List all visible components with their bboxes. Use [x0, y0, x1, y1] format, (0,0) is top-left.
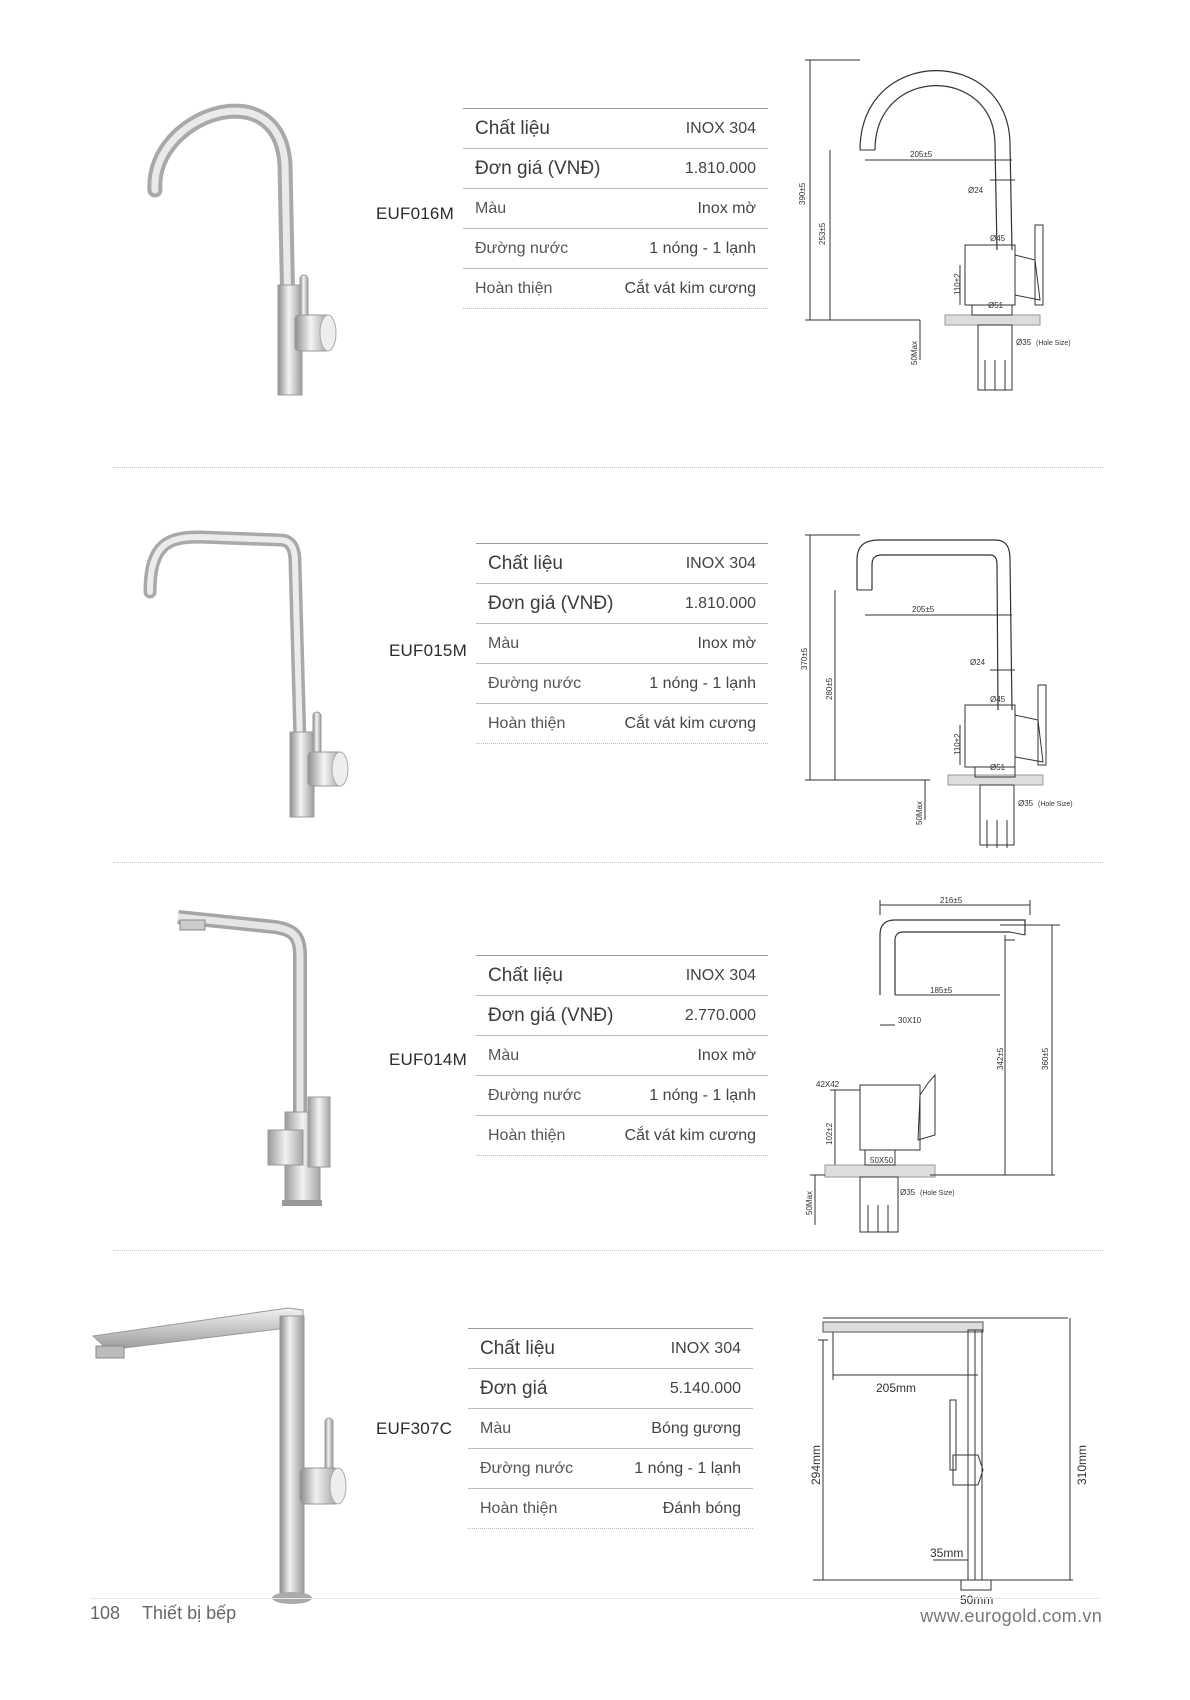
spec-value: INOX 304: [685, 554, 756, 572]
footer-website[interactable]: www.eurogold.com.vn: [920, 1606, 1102, 1626]
dim-label: 390±5: [798, 182, 807, 205]
dim-label: 50Max: [805, 1190, 814, 1215]
spec-value: Bóng gương: [651, 1419, 741, 1437]
dim-label: 110±2: [953, 733, 962, 755]
spec-label: Chất liệu: [488, 964, 563, 986]
spec-row-finish: [476, 1116, 768, 1156]
faucet-photo-euf014m: [170, 912, 390, 1212]
dim-label: Ø35: [1018, 799, 1034, 808]
product-code: EUF016M: [376, 204, 454, 223]
spec-row-color: [476, 624, 768, 664]
spec-row-color: [463, 189, 768, 229]
spec-value: 2.770.000: [684, 1006, 756, 1024]
dim-label: 30X10: [898, 1016, 922, 1025]
dim-label: 216±5: [940, 896, 963, 905]
dim-label: 370±5: [800, 647, 809, 670]
dim-label: 50mm: [960, 1593, 994, 1607]
dim-label: 50Max: [915, 800, 924, 825]
spec-label: Màu: [488, 1046, 520, 1064]
dim-label: (Hole Size): [1036, 340, 1071, 347]
spec-label: Màu: [480, 1419, 512, 1437]
dim-label: Ø45: [990, 695, 1006, 704]
dim-label: 310mm: [1075, 1444, 1089, 1485]
spec-value: INOX 304: [685, 966, 756, 984]
spec-row-material: [476, 956, 768, 996]
dim-label: 280±5: [825, 677, 834, 700]
dim-label: (Hole Size): [1038, 801, 1073, 808]
page-number: 108: [90, 1603, 121, 1623]
spec-label: Chất liệu: [475, 117, 550, 139]
spec-label: Đường nước: [488, 674, 582, 692]
spec-row-finish: [476, 704, 768, 744]
spec-table: [476, 543, 768, 744]
spec-label: Đơn giá (VNĐ): [488, 1004, 614, 1026]
dim-label: 294mm: [809, 1444, 823, 1485]
spec-label: Đường nước: [475, 239, 569, 257]
dim-label: 110±2: [953, 273, 962, 295]
spec-row-material: [468, 1329, 753, 1369]
footer-rule: [90, 1598, 1100, 1599]
dim-label: Ø45: [990, 234, 1006, 243]
spec-label: Đơn giá (VNĐ): [488, 592, 614, 614]
spec-value: 1.810.000: [684, 594, 756, 612]
technical-drawing-euf307c: [808, 1310, 1108, 1607]
spec-value: 1 nóng - 1 lạnh: [649, 1086, 756, 1104]
faucet-photo-euf307c: [88, 1298, 358, 1608]
spec-row-price: [468, 1369, 753, 1409]
dim-label: 35mm: [930, 1546, 964, 1560]
spec-label: Đường nước: [488, 1086, 582, 1104]
spec-row-color: [476, 1036, 768, 1076]
dim-label: 205±5: [912, 605, 935, 614]
dim-label: 102±2: [825, 1122, 834, 1145]
section-divider: [113, 467, 1103, 468]
spec-label: Hoàn thiện: [475, 279, 553, 297]
section-divider: [113, 1250, 1103, 1251]
faucet-photo-euf016m: [140, 75, 370, 415]
spec-row-material: [463, 109, 768, 149]
spec-table: [476, 955, 768, 1156]
spec-row-price: [476, 996, 768, 1036]
spec-row-water: [476, 1076, 768, 1116]
spec-value: 1 nóng - 1 lạnh: [634, 1459, 741, 1477]
dim-label: 342±5: [996, 1047, 1005, 1070]
spec-value: Cắt vát kim cương: [624, 714, 756, 732]
product-code: EUF307C: [376, 1419, 453, 1438]
dim-label: Ø35: [1016, 338, 1032, 347]
spec-table: [468, 1328, 753, 1529]
spec-label: Đơn giá: [480, 1377, 548, 1399]
spec-row-water: [463, 229, 768, 269]
dim-label: 205mm: [876, 1381, 917, 1395]
spec-table: [463, 108, 768, 309]
spec-value: 1 nóng - 1 lạnh: [649, 674, 756, 692]
dim-label: Ø51: [990, 763, 1006, 772]
spec-label: Chất liệu: [480, 1337, 555, 1359]
spec-value: Inox mờ: [697, 634, 756, 652]
dim-label: Ø24: [970, 658, 986, 667]
technical-drawing-euf014m: [800, 895, 1100, 1235]
dim-label: Ø51: [988, 301, 1004, 310]
footer-page-info: [90, 1603, 236, 1624]
technical-drawing-euf016m: [800, 55, 1110, 385]
product-code: EUF014M: [389, 1050, 467, 1069]
dim-label: Ø24: [968, 186, 984, 195]
dim-label: (Hole Size): [920, 1190, 955, 1197]
spec-row-water: [476, 664, 768, 704]
spec-label: Màu: [475, 199, 507, 217]
section-title: Thiết bị bếp: [142, 1603, 237, 1623]
dim-label: 50Max: [910, 340, 919, 365]
spec-value: 1.810.000: [684, 159, 756, 177]
spec-value: 5.140.000: [669, 1379, 741, 1397]
spec-value: Cắt vát kim cương: [624, 1126, 756, 1144]
spec-row-finish: [468, 1489, 753, 1529]
dim-label: 205±5: [910, 150, 933, 159]
spec-value: Inox mờ: [697, 199, 756, 217]
spec-row-water: [468, 1449, 753, 1489]
spec-value: Cắt vát kim cương: [624, 279, 756, 297]
spec-label: Hoàn thiện: [488, 1126, 566, 1144]
spec-row-material: [476, 544, 768, 584]
dim-label: 253±5: [818, 222, 827, 245]
spec-row-color: [468, 1409, 753, 1449]
dim-label: 185±5: [930, 986, 953, 995]
spec-value: Inox mờ: [697, 1046, 756, 1064]
section-divider: [113, 862, 1103, 863]
spec-label: Màu: [488, 634, 520, 652]
spec-label: Chất liệu: [488, 552, 563, 574]
spec-value: INOX 304: [685, 119, 756, 137]
dim-label: 42X42: [816, 1080, 840, 1089]
spec-label: Hoàn thiện: [488, 714, 566, 732]
spec-row-price: [463, 149, 768, 189]
spec-row-price: [476, 584, 768, 624]
product-code: EUF015M: [389, 641, 467, 660]
faucet-photo-euf015m: [140, 532, 370, 822]
technical-drawing-euf015m: [800, 530, 1110, 850]
spec-label: Đơn giá (VNĐ): [475, 157, 601, 179]
spec-value: INOX 304: [670, 1339, 741, 1357]
spec-value: Đánh bóng: [662, 1499, 741, 1517]
spec-row-finish: [463, 269, 768, 309]
dim-label: 50X50: [870, 1156, 894, 1165]
spec-value: 1 nóng - 1 lạnh: [649, 239, 756, 257]
dim-label: Ø35: [900, 1188, 916, 1197]
spec-label: Hoàn thiện: [480, 1499, 558, 1517]
spec-label: Đường nước: [480, 1459, 574, 1477]
dim-label: 360±5: [1041, 1047, 1050, 1070]
